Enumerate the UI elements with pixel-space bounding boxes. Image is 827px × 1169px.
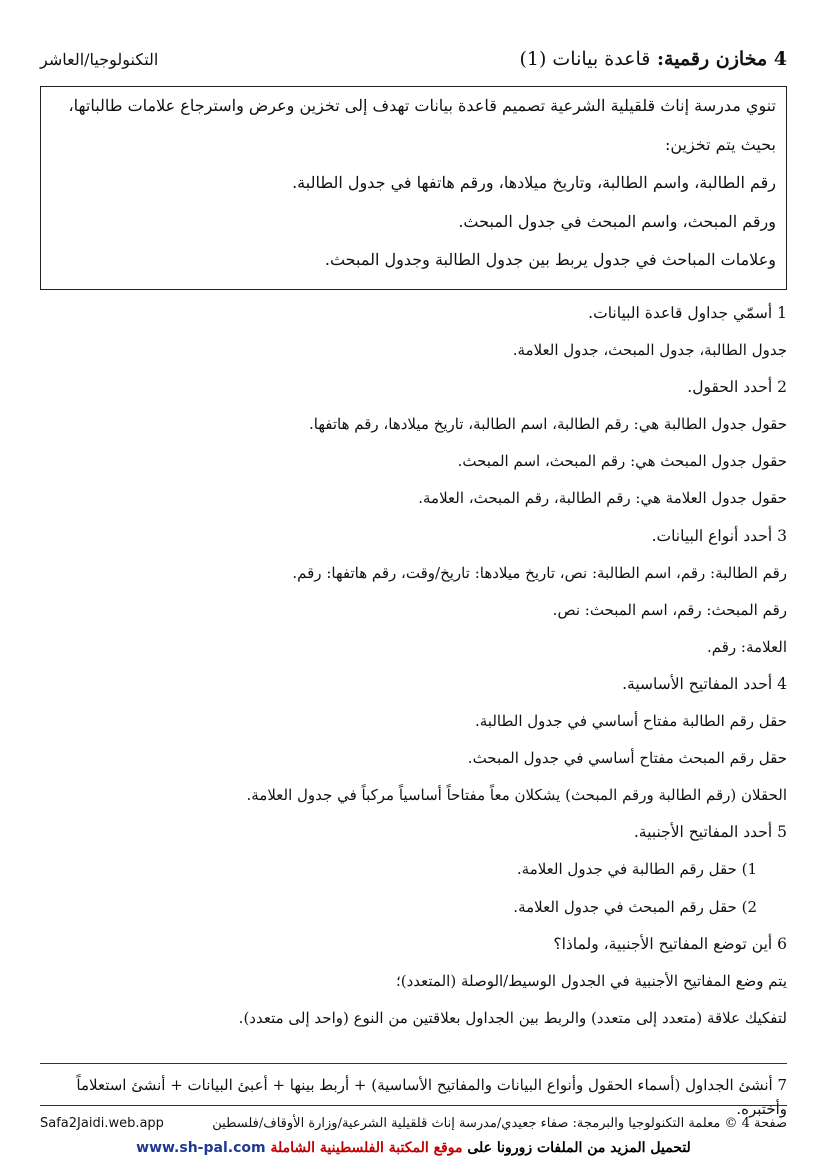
answer-line: يتم وضع المفاتيح الأجنبية في الجدول الوسيط/الوصلة (المتعدد)؛ xyxy=(395,971,787,990)
intro-line: تنوي مدرسة إناث قلقيلية الشرعية تصميم قاعدة بيانات تهدف إلى تخزين وعرض واسترجاع علامات طالباتها، xyxy=(68,96,776,115)
intro-line: ورقم المبحث، واسم المبحث في جدول المبحث. xyxy=(458,211,776,231)
title-suffix: قاعدة بيانات (1) xyxy=(519,48,651,70)
answer-line: رقم المبحث: رقم، اسم المبحث: نص. xyxy=(552,600,787,619)
intro-line: وعلامات المباحث في جدول يربط بين جدول الطالبة وجدول المبحث. xyxy=(324,250,776,269)
divider xyxy=(40,1105,787,1106)
question-4: 4 أحدد المفاتيح الأساسية. xyxy=(622,674,787,693)
footer-site-link[interactable]: Safa2Jaidi.web.app xyxy=(40,1115,164,1131)
answer-line: حقل رقم الطالبة مفتاح أساسي في جدول الطالبة. xyxy=(474,712,787,731)
intro-box xyxy=(40,86,787,290)
answer-line: لتفكيك علاقة (متعدد إلى متعدد) والربط بين الجداول بعلاقتين من النوع (واحد إلى متعدد). xyxy=(238,1008,787,1027)
list-item: 2) حقل رقم المبحث في جدول العلامة. xyxy=(513,897,757,916)
intro-line: رقم الطالبة، واسم الطالبة، وتاريخ ميلادها، ورقم هاتفها في جدول الطالبة. xyxy=(292,173,776,192)
answer-line: الحقلان (رقم الطالبة ورقم المبحث) يشكلان معاً مفتاحاً أساسياً مركباً في جدول العلامة. xyxy=(246,786,787,805)
question-6: 6 أين توضع المفاتيح الأجنبية، ولماذا؟ xyxy=(553,934,787,953)
answer-line: حقول جدول المبحث هي: رقم المبحث، اسم المبحث. xyxy=(457,452,787,471)
list-item: 1) حقل رقم الطالبة في جدول العلامة. xyxy=(516,860,757,879)
page-footer xyxy=(40,1112,787,1134)
title-prefix: 4 مخازن رقمية: xyxy=(657,48,787,70)
promo-url-link[interactable]: www.sh-pal.com xyxy=(136,1140,266,1156)
answer-line: العلامة: رقم. xyxy=(707,637,787,656)
question-3: 3 أحدد أنواع البيانات. xyxy=(651,526,787,545)
page-title xyxy=(519,48,787,70)
task-7: 7 أنشئ الجداول (أسماء الحقول وأنواع البيانات والمفاتيح الأساسية) + أربط بينها + أعبئ البيانات + أنشئ استعلاماً وأختبره. xyxy=(76,1076,787,1118)
promo-text: لتحميل المزيد من الملفات زورونا على xyxy=(467,1140,691,1156)
answer-line: رقم الطالبة: رقم، اسم الطالبة: نص، تاريخ ميلادها: تاريخ/وقت، رقم هاتفها: رقم. xyxy=(292,563,787,582)
promo-banner xyxy=(40,1140,787,1164)
divider xyxy=(40,1063,787,1064)
answer-line: جدول الطالبة، جدول المبحث، جدول العلامة. xyxy=(512,341,787,360)
answers-section xyxy=(40,300,787,1042)
subject-label: التكنولوجيا/العاشر xyxy=(40,49,159,69)
promo-library-name: موقع المكتبة الفلسطينية الشاملة xyxy=(270,1140,463,1156)
question-5: 5 أحدد المفاتيح الأجنبية. xyxy=(633,823,787,842)
question-1: 1 أسمّي جداول قاعدة البيانات. xyxy=(588,304,787,322)
page-header xyxy=(40,44,787,74)
answer-line: حقل رقم المبحث مفتاح أساسي في جدول المبحث. xyxy=(467,749,787,768)
footer-credit: صفحة 4 © معلمة التكنولوجيا والبرمجة: صفاء جعيدي/مدرسة إناث قلقيلية الشرعية/وزارة الأوقاف/فلسطين xyxy=(212,1115,787,1131)
intro-line: بحيث يتم تخزين: xyxy=(664,134,776,154)
answer-line: حقول جدول العلامة هي: رقم الطالبة، رقم المبحث، العلامة. xyxy=(418,489,787,508)
answer-line: حقول جدول الطالبة هي: رقم الطالبة، اسم الطالبة، تاريخ ميلادها، رقم هاتفها. xyxy=(308,415,787,434)
question-2: 2 أحدد الحقول. xyxy=(687,378,787,397)
